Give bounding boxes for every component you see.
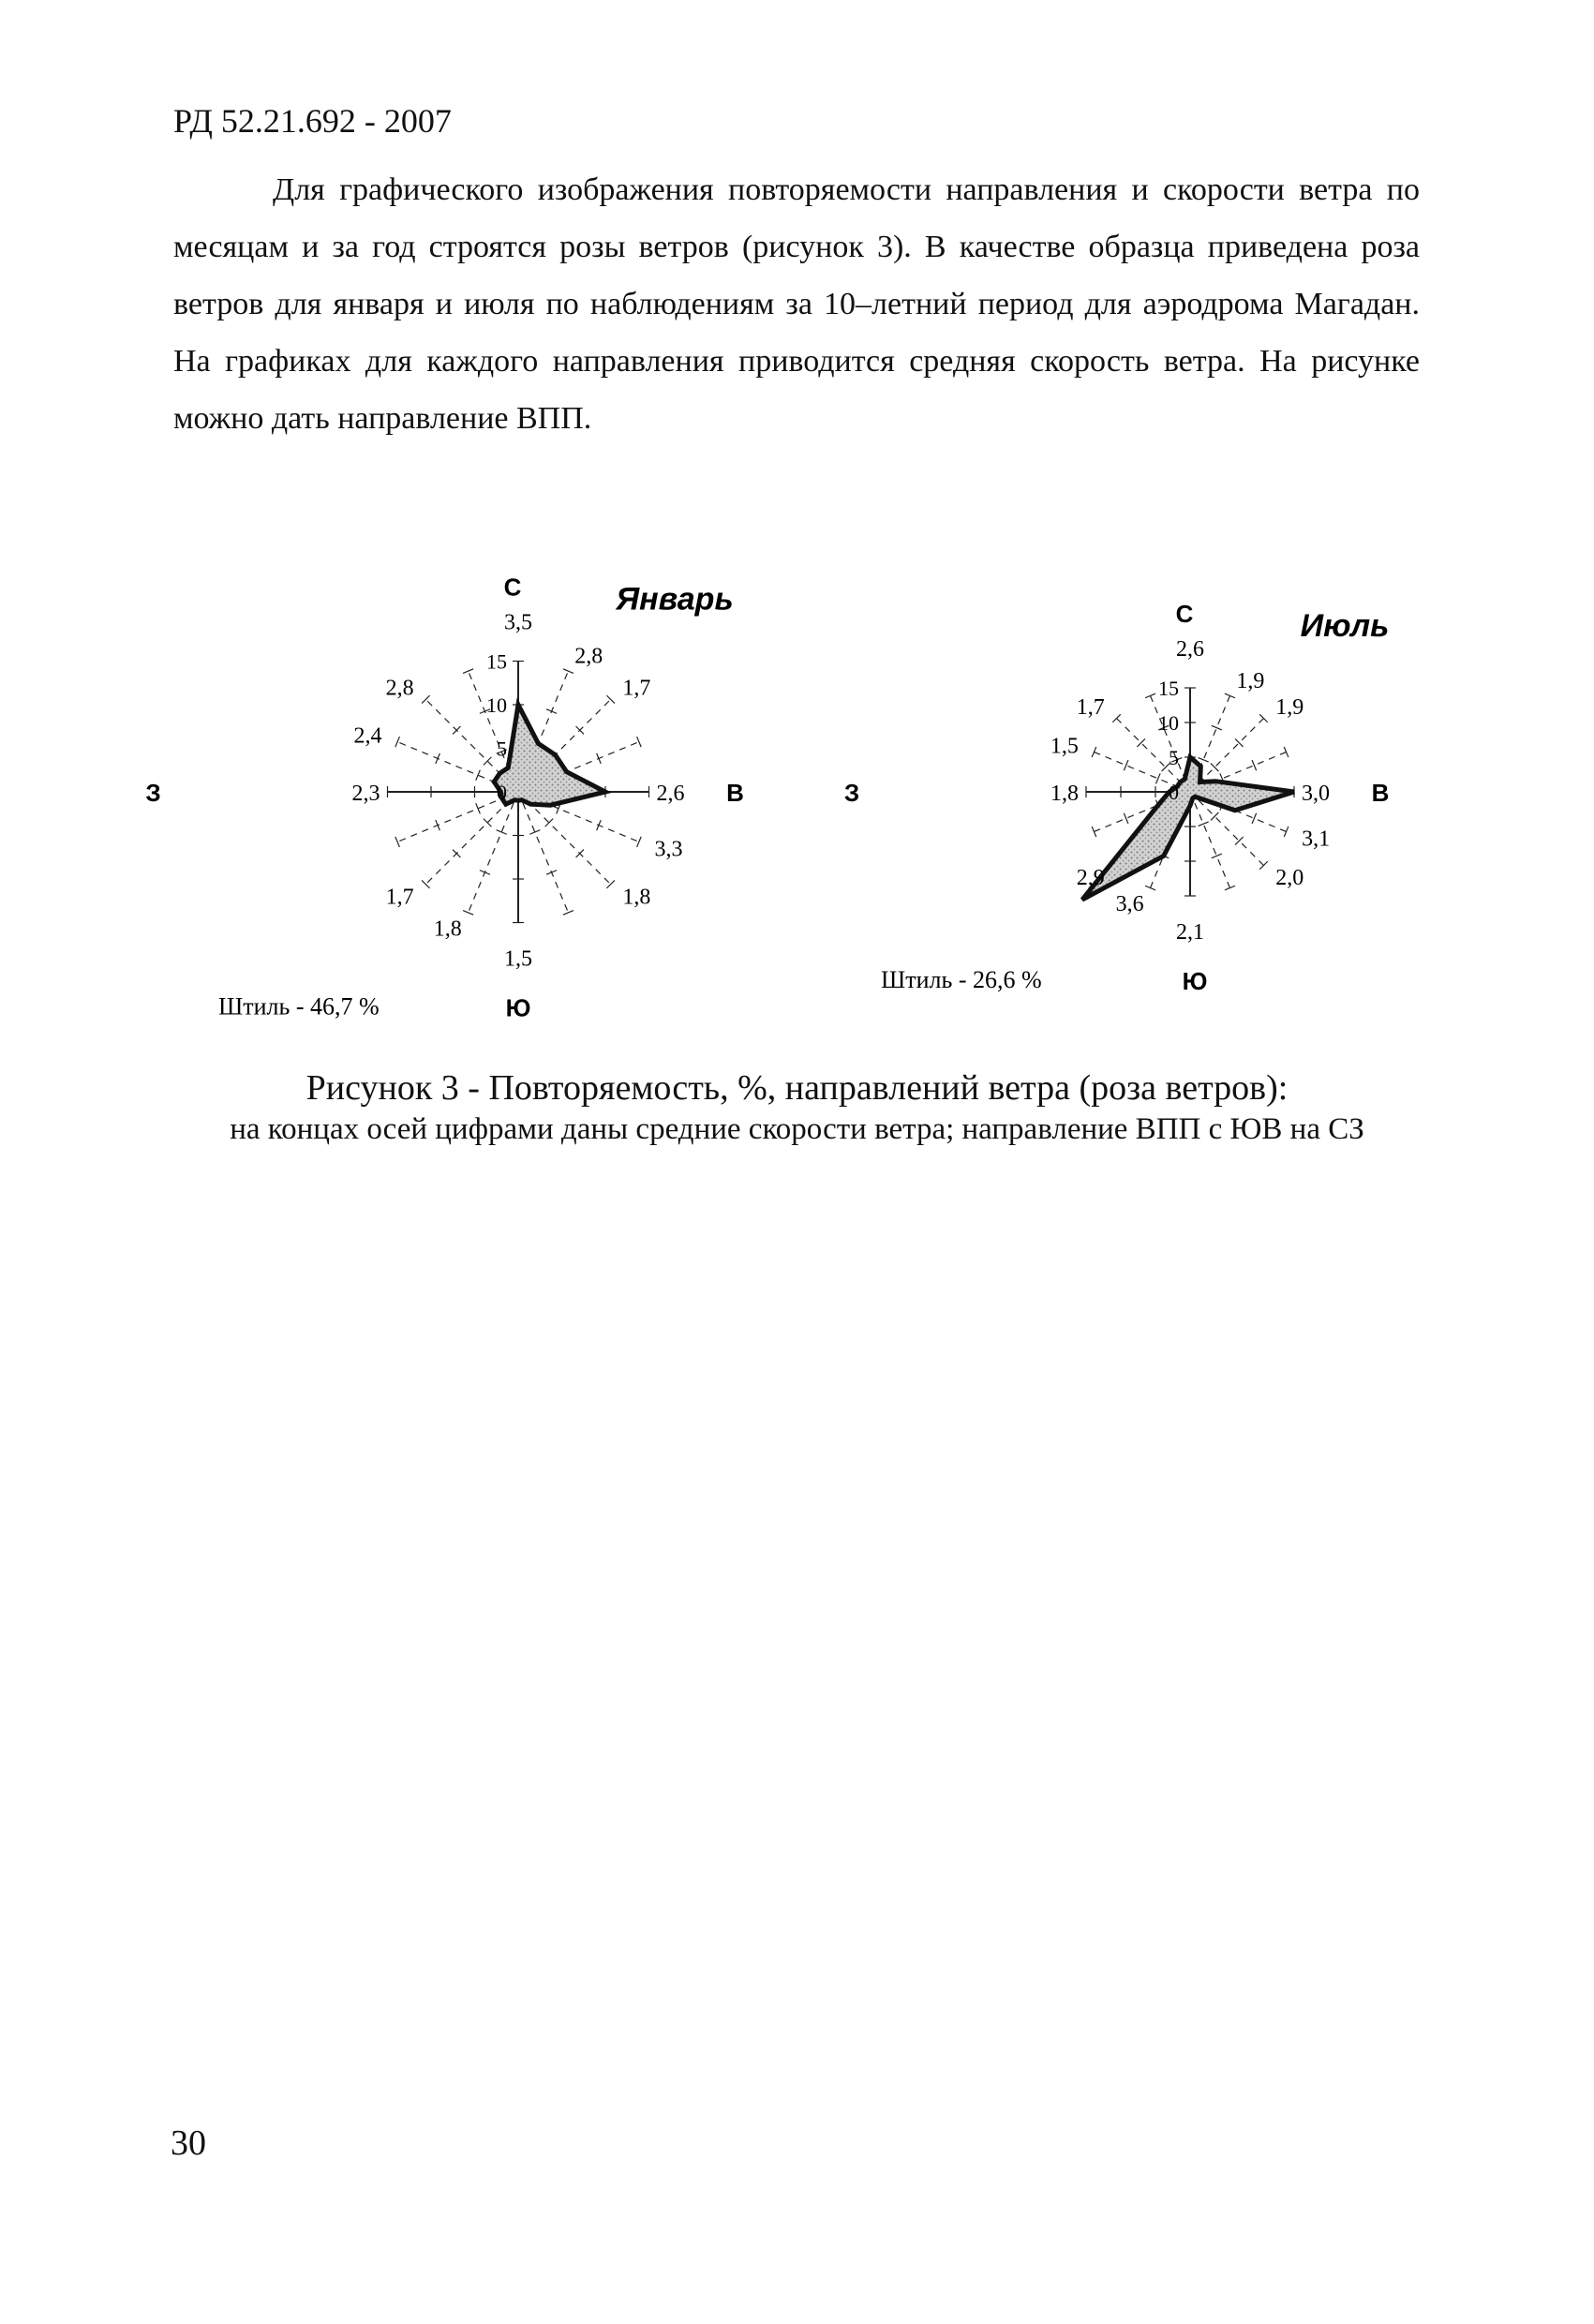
figure-caption [0, 1066, 1594, 1149]
axis-tick [1284, 747, 1289, 757]
speed-label: 2,6 [1176, 637, 1204, 662]
body-text [173, 161, 1420, 447]
caption-note: на концах осей цифрами даны средние скорости ветра; направление ВПП с ЮВ на СЗ [230, 1112, 1364, 1146]
axis-9 [469, 792, 518, 913]
speed-label: 2,0 [1275, 866, 1304, 891]
axis-tick [1212, 725, 1222, 730]
speed-label: 1,5 [1050, 734, 1079, 759]
speed-label: 3,5 [504, 610, 532, 635]
axis-tick [395, 737, 400, 747]
speed-label: 1,7 [622, 676, 651, 701]
direction-west: З [145, 779, 161, 807]
axis-tick [463, 669, 473, 674]
direction-east: В [726, 779, 744, 807]
speed-label: 2,9 [1076, 866, 1105, 891]
axis-tick [1252, 760, 1257, 770]
intro-paragraph: Для графического изображения повторяемости направления и скорости ветра по месяцам и за год строятся розы ветров (рисунок 3). В качестве образца приведена роза ветров для января и июля по наблюдениям за 10–летний период для аэродрома Магадан. На графиках для каждого направления приводится средняя скорость ветра. На рисунке можно дать направление ВПП. [173, 172, 1420, 436]
speed-label: 2,4 [353, 723, 382, 749]
axis-tick [1212, 854, 1222, 858]
axis-tick [436, 753, 440, 764]
document-code: РД 52.21.692 - 2007 [173, 102, 452, 140]
axis-tick [563, 669, 574, 674]
speed-label: 3,0 [1302, 782, 1330, 806]
axis-tick [637, 737, 642, 747]
direction-east: В [1371, 779, 1390, 807]
page-number: 30 [171, 2123, 206, 2163]
axis-tick [1124, 813, 1128, 824]
radial-tick-label: 10 [486, 693, 507, 717]
radial-tick-label: 10 [1158, 711, 1179, 735]
speed-label: 1,8 [622, 885, 651, 910]
axis-tick [1199, 822, 1209, 827]
wind-rose-charts [0, 525, 1594, 1050]
axis-tick [436, 820, 440, 830]
speed-label: 3,1 [1302, 827, 1331, 852]
speed-label: 2,8 [385, 676, 414, 701]
month-title: Январь [616, 581, 734, 618]
axis-tick [546, 709, 557, 714]
radial-tick-label: 0 [1169, 781, 1179, 804]
axis-tick [546, 871, 557, 875]
axis-7 [518, 792, 568, 913]
speed-label: 1,9 [1275, 694, 1304, 720]
axis-tick [497, 830, 507, 835]
speed-label: 1,8 [1050, 782, 1079, 806]
speed-label: 1,7 [1076, 694, 1105, 720]
axis-tick [563, 911, 574, 916]
speed-label: 1,7 [385, 885, 414, 910]
direction-south: Ю [1182, 967, 1208, 995]
radial-tick-label: 15 [1158, 677, 1179, 700]
axis-tick [480, 871, 490, 875]
radial-tick-label: 15 [486, 649, 507, 674]
axis-tick [1124, 760, 1128, 770]
axis-tick [1156, 773, 1161, 783]
calm-percentage: Штиль - 46,7 % [218, 992, 380, 1020]
wind-rose-july [844, 600, 1390, 995]
caption-title: Рисунок 3 - Повторяемость, %, направлений ветра (роза ветров): [305, 1068, 1289, 1108]
speed-label: 2,3 [351, 782, 380, 806]
axis-tick [1199, 758, 1209, 763]
speed-label: 2,1 [1176, 920, 1204, 945]
axis-tick [1145, 886, 1155, 890]
speed-label: 1,5 [504, 946, 532, 972]
speed-label: 2,8 [574, 644, 603, 669]
axis-tick [637, 837, 642, 847]
direction-south: Ю [505, 993, 531, 1022]
axis-tick [1092, 747, 1096, 757]
axis-tick [1092, 827, 1096, 837]
radial-tick-label: 0 [497, 781, 507, 804]
direction-north: С [503, 573, 522, 602]
frequency-polygon [1082, 757, 1294, 900]
direction-west: З [843, 779, 860, 807]
axis-tick [476, 803, 481, 813]
axis-tick [529, 830, 540, 835]
wind-rose-january [145, 574, 744, 1022]
axis-tick [1252, 813, 1257, 824]
frequency-polygon [494, 705, 605, 805]
speed-label: 3,3 [654, 837, 683, 862]
axis-tick [1225, 693, 1235, 698]
speed-label: 1,8 [433, 916, 462, 942]
speed-label: 3,6 [1115, 892, 1144, 917]
axis-tick [1225, 886, 1235, 890]
axis-tick [395, 837, 400, 847]
axis-tick [1145, 693, 1155, 698]
axis-tick [476, 770, 481, 781]
direction-north: С [1175, 600, 1194, 628]
speed-label: 1,9 [1236, 668, 1265, 693]
wind-rose-figure [0, 525, 1594, 1050]
speed-label: 2,6 [656, 782, 685, 806]
axis-tick [463, 911, 473, 916]
axis-tick [1284, 827, 1289, 837]
axis-tick [597, 753, 602, 764]
month-title: Июль [1300, 608, 1390, 644]
axis-tick [597, 820, 602, 830]
radial-tick-label: 5 [1169, 746, 1179, 769]
radial-tick-label: 5 [497, 737, 507, 761]
calm-percentage: Штиль - 26,6 % [881, 966, 1042, 993]
